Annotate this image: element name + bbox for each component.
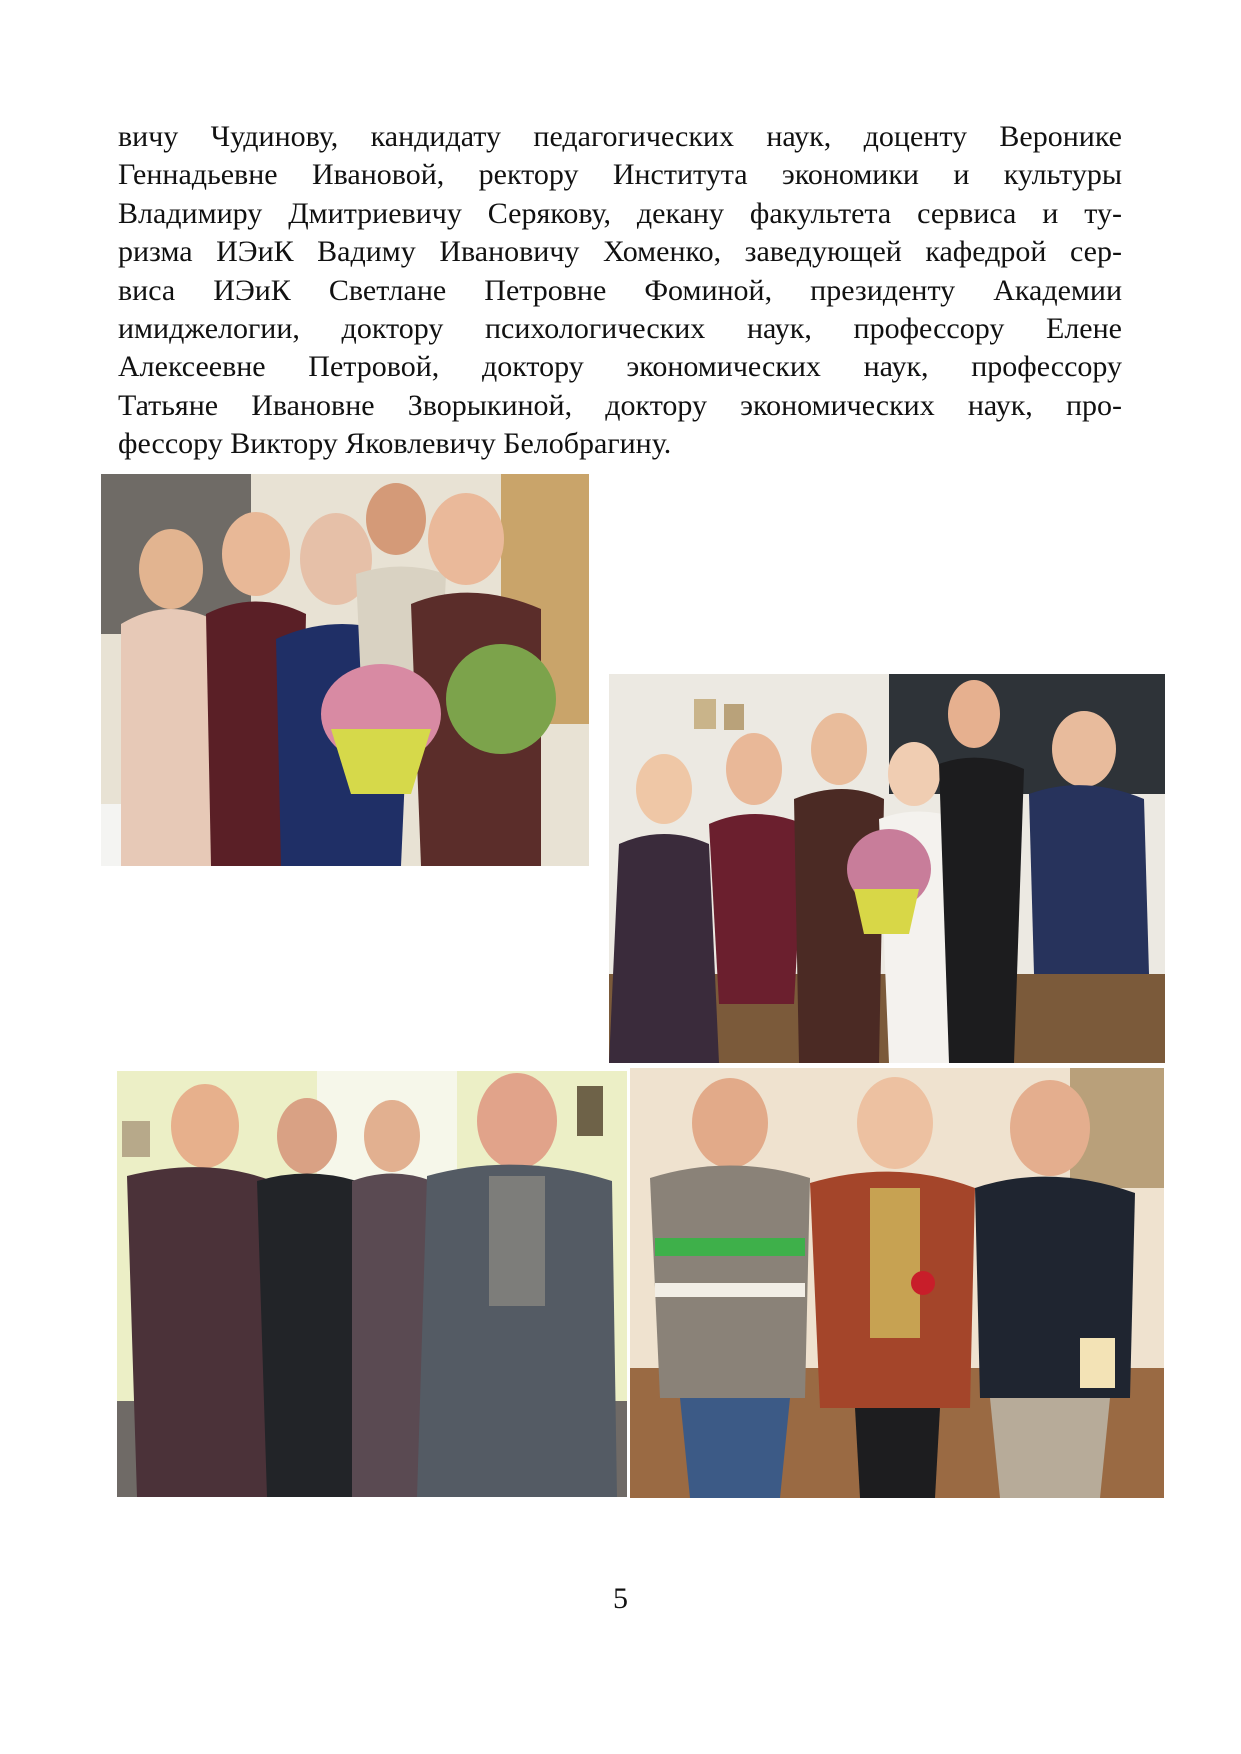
paragraph-line: Владимиру Дмитриевичу Серякову, декану факультета сервиса и ту- [118, 196, 1122, 230]
page-number: 5 [613, 1582, 628, 1615]
paragraph-line: Алексеевне Петровой, доктору экономических наук, профессору [118, 350, 1122, 384]
paragraph-line: виса ИЭиК Светлане Петровне Фоминой, президенту Академии [118, 273, 1122, 307]
group-photo-with-flowers [101, 474, 589, 866]
paragraph-line: Татьяне Ивановне Зворыкиной, доктору экономических наук, про- [118, 388, 1122, 422]
group-photo-room [609, 674, 1165, 1063]
paragraph-line: имиджелогии, доктору психологических наук, профессору Елене [118, 312, 1122, 346]
paragraph-line: ризма ИЭиК Вадиму Ивановичу Хоменко, заведующей кафедрой сер- [118, 235, 1122, 269]
body-paragraph [118, 118, 1122, 464]
paragraph-line: фессору Виктору Яковлевичу Белобрагину. [118, 427, 672, 461]
paragraph-line: Геннадьевне Ивановой, ректору Института экономики и культуры [118, 158, 1122, 192]
photo-three-men-microphone [630, 1068, 1164, 1498]
paragraph-line: вичу Чудинову, кандидату педагогических наук, доценту Веронике [118, 120, 1122, 153]
group-photo-office [117, 1071, 627, 1497]
